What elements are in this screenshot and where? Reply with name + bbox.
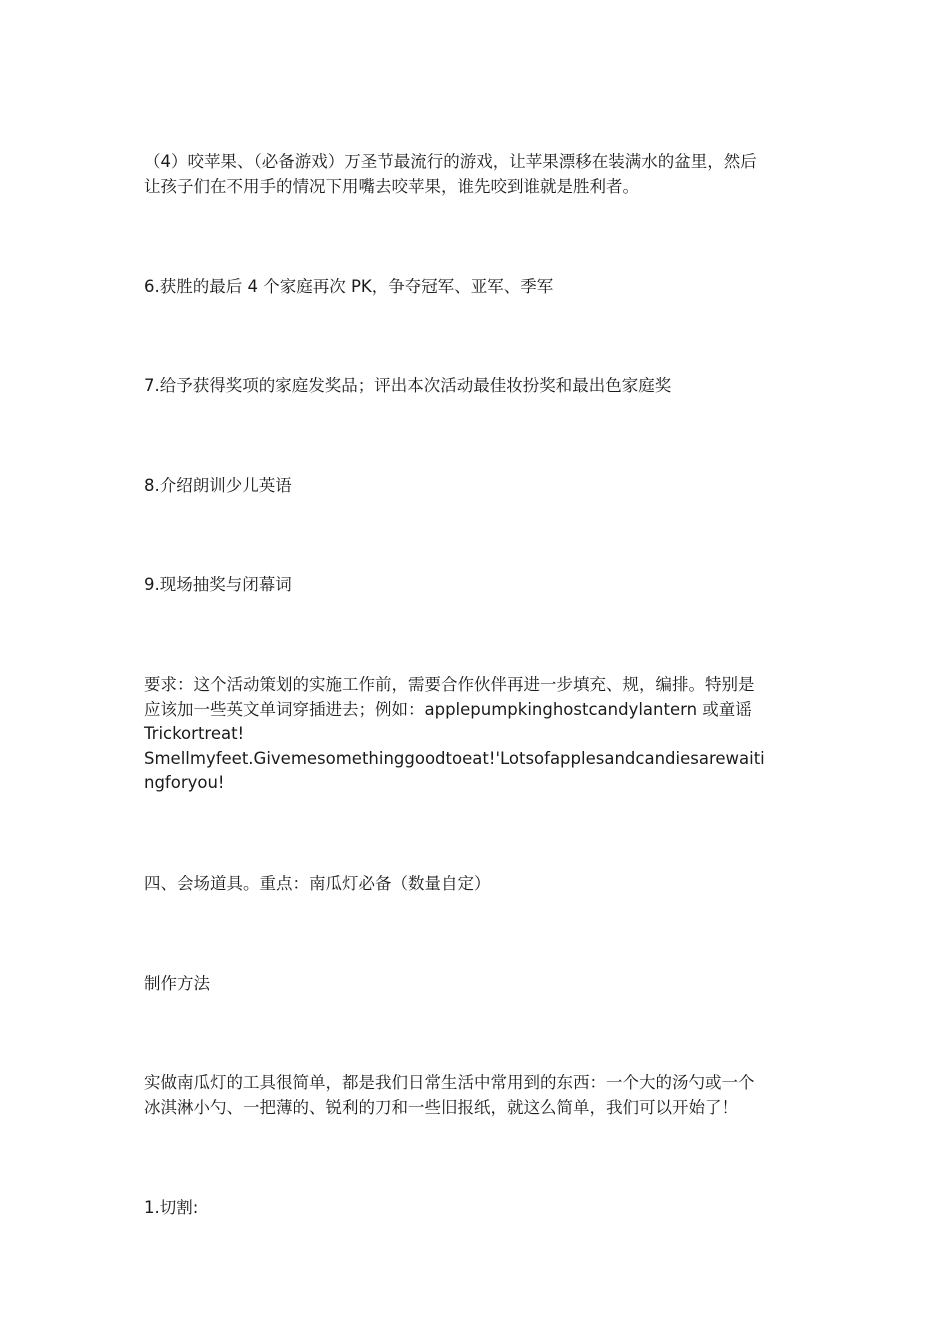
text-line: 8.介绍朗训少儿英语	[144, 476, 292, 495]
text-line: 应该加一些英文单词穿插进去；例如：applepumpkinghostcandylantern 或童谣	[144, 699, 752, 719]
text-line: 要求：这个活动策划的实施工作前，需要合作伙伴再进一步填充、规，编排。特别是	[144, 675, 755, 694]
text-line: 制作方法	[144, 974, 210, 993]
text-line: （4）咬苹果、（必备游戏）万圣节最流行的游戏，让苹果漂移在装满水的盆里，然后	[144, 152, 757, 171]
paragraph-requirements	[144, 673, 808, 796]
paragraph-tools	[144, 1071, 808, 1120]
text-line: 冰淇淋小勺、一把薄的、锐利的刀和一些旧报纸，就这么简单，我们可以开始了！	[144, 1097, 738, 1117]
text-line: 6.获胜的最后 4 个家庭再次 PK，争夺冠军、亚军、季军	[144, 277, 554, 296]
text-line: 7.给予获得奖项的家庭发奖品；评出本次活动最佳妆扮奖和最出色家庭奖	[144, 376, 672, 395]
text-line: 1.切割:	[144, 1198, 199, 1217]
paragraph-step-9	[144, 573, 808, 598]
section-heading-venue-props	[144, 872, 808, 897]
paragraph-apple-bobbing	[144, 150, 808, 199]
text-line: ngforyou!	[144, 773, 225, 792]
text-line: 实做南瓜灯的工具很简单，都是我们日常生活中常用到的东西：一个大的汤勺或一个	[144, 1073, 755, 1092]
text-line: Smellmyfeet.Givemesomethinggoodtoeat!'Lotsofapplesandcandiesarewaiti	[144, 748, 765, 768]
text-line: 四、会场道具。重点：南瓜灯必备（数量自定）	[144, 874, 491, 893]
text-line: 9.现场抽奖与闭幕词	[144, 575, 292, 594]
text-line: Trickortreat!	[144, 724, 245, 743]
paragraph-step-7	[144, 374, 808, 399]
text-line: 让孩子们在不用手的情况下用嘴去咬苹果，谁先咬到谁就是胜利者。	[144, 176, 639, 196]
paragraph-step-6	[144, 275, 808, 300]
subheading-method	[144, 972, 808, 997]
paragraph-step-8	[144, 474, 808, 499]
paragraph-step-cut	[144, 1196, 808, 1221]
